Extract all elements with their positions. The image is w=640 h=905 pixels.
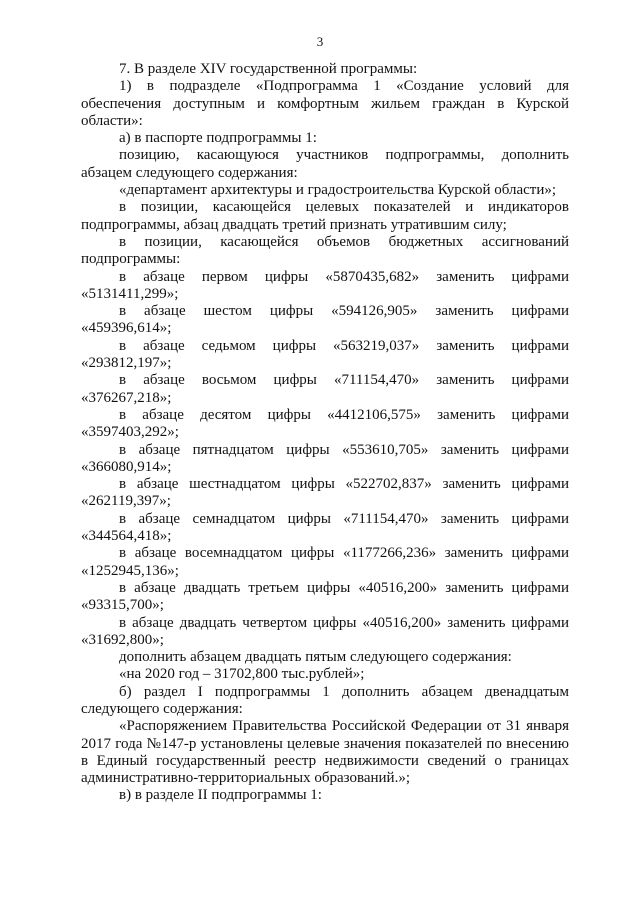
document-body — [81, 61, 569, 805]
section-heading: 7. В разделе XIV государственной программы: — [119, 61, 418, 77]
amendment-paragraph: в абзаце восьмом цифры «711154,470» заменить цифрами «376267,218»; — [81, 372, 569, 406]
amendment-paragraph: в абзаце шестнадцатом цифры «522702,837» заменить цифрами «262119,397»; — [81, 476, 569, 510]
amendment-paragraph: в абзаце первом цифры «5870435,682» заменить цифрами «5131411,299»; — [81, 268, 569, 302]
paragraph: б) раздел I подпрограммы 1 дополнить абзацем двенадцатым следующего содержания: — [81, 683, 569, 717]
paragraph: в позиции, касающейся целевых показателей и индикаторов подпрограммы, абзац двадцать третий признать утратившим силу; — [81, 199, 569, 233]
amendment-paragraph: в абзаце двадцать четвертом цифры «40516,200» заменить цифрами «31692,800»; — [81, 614, 569, 648]
paragraph: 1) в подразделе «Подпрограмма 1 «Создание условий для обеспечения доступным и комфортным жильем граждан в Курской области»: — [81, 78, 569, 129]
paragraph: «Распоряжением Правительства Российской Федерации от 31 января 2017 года №147-р установлены целевые значения показателей по внесению в Единый государственный реестр недвижимости сведений о границах административно-территориальных образований.»; — [81, 718, 569, 787]
paragraph: позицию, касающуюся участников подпрограммы, дополнить абзацем следующего содержания: — [81, 147, 569, 181]
amendment-paragraph: в абзаце семнадцатом цифры «711154,470» заменить цифрами «344564,418»; — [81, 510, 569, 545]
paragraph: «на 2020 год – 31702,800 тыс.рублей»; — [119, 666, 365, 683]
paragraph: в) в разделе II подпрограммы 1: — [119, 787, 322, 804]
amendment-paragraph: в абзаце восемнадцатом цифры «1177266,236» заменить цифрами «1252945,136»; — [81, 545, 569, 579]
amendment-paragraph: в абзаце шестом цифры «594126,905» заменить цифрами «459396,614»; — [81, 303, 569, 337]
amendment-paragraph: в абзаце пятнадцатом цифры «553610,705» заменить цифрами «366080,914»; — [81, 441, 569, 475]
amendment-paragraph: в абзаце двадцать третьем цифры «40516,200» заменить цифрами «93315,700»; — [81, 579, 569, 614]
paragraph: а) в паспорте подпрограммы 1: — [119, 130, 317, 147]
paragraph: в позиции, касающейся объемов бюджетных ассигнований подпрограммы: — [81, 233, 569, 268]
paragraph: дополнить абзацем двадцать пятым следующего содержания: — [119, 649, 512, 666]
amendment-paragraph: в абзаце десятом цифры «4412106,575» заменить цифрами «3597403,292»; — [81, 406, 569, 441]
page-number: 3 — [316, 34, 324, 49]
amendment-paragraph: в абзаце седьмом цифры «563219,037» заменить цифрами «293812,197»; — [81, 337, 569, 372]
paragraph: «департамент архитектуры и градостроительства Курской области»; — [119, 182, 557, 199]
